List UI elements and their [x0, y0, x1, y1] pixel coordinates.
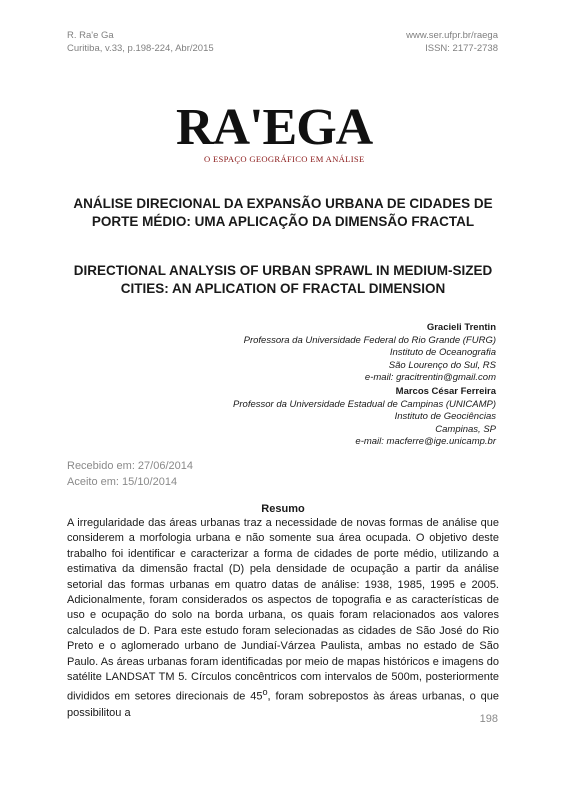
- submission-dates: [67, 458, 193, 490]
- author-location: Campinas, SP: [435, 423, 496, 435]
- article-title-portuguese: ANÁLISE DIRECIONAL DA EXPANSÃO URBANA DE CIDADES DE PORTE MÉDIO: UMA APLICAÇÃO DA DIMENSÃO FRACTAL: [73, 196, 493, 229]
- author-affiliation: Professora da Universidade Federal do Rio Grande (FURG): [243, 334, 496, 346]
- author-block: [244, 322, 496, 385]
- author-institute: Instituto de Geociências: [394, 411, 496, 422]
- abstract-body: [67, 516, 499, 721]
- author-block: [233, 386, 496, 449]
- logo-wordmark: RA'EGA: [176, 99, 373, 156]
- journal-url: www.ser.ufpr.br/raega: [406, 30, 498, 41]
- accepted-date: Aceito em: 15/10/2014: [67, 476, 178, 488]
- author-email: e-mail: macferre@ige.unicamp.br: [355, 436, 496, 447]
- page-number: 198: [479, 713, 498, 725]
- journal-logo: [170, 100, 400, 170]
- author-affiliation: Professor da Universidade Estadual de Campinas (UNICAMP): [233, 398, 496, 410]
- logo-tagline: O ESPAÇO GEOGRÁFICO EM ANÁLISE: [204, 154, 365, 164]
- abstract-text-end: , foram sobrepostos às áreas urbanas, o que possibilitou a: [67, 691, 499, 719]
- author-name: Marcos César Ferreira: [395, 386, 496, 397]
- running-header-left: [67, 30, 214, 55]
- journal-issn: ISSN: 2177-2738: [425, 42, 498, 54]
- author-name: Gracieli Trentin: [426, 322, 496, 333]
- degree-superscript: o: [262, 687, 268, 698]
- article-title-english: DIRECTIONAL ANALYSIS OF URBAN SPRAWL IN MEDIUM-SIZED CITIES: AN APLICATION OF FRACTAL DIMENSION: [73, 263, 493, 296]
- author-email: e-mail: gracitrentin@gmail.com: [364, 372, 496, 383]
- abstract-heading: Resumo: [261, 503, 305, 515]
- author-institute: Instituto de Oceanografia: [389, 347, 496, 358]
- journal-citation: Curitiba, v.33, p.198-224, Abr/2015: [67, 42, 214, 54]
- abstract-text: A irregularidade das áreas urbanas traz a necessidade de novas formas de análise que considerem a morfologia urbana e não somente sua área ocupada. O objetivo deste trabalho foi identificar e caracterizar a forma de cidades de porte médio, utilizando a estimativa da dimensão fractal (D) pela densidade de ocupação a partir da análise setorial das formas urbanas em quatro datas de análise: 1938, 1985, 1995 e 2005. Adicionalmente, foram considerados os aspectos de topografia e as características de uso e ocupação do solo na borda urbana, os quais foram relacionados aos valores calculados de D. Para este estudo foram selecionadas as cidades de São José do Rio Preto e o aglomerado urbano de Jundiaí-Várzea Paulista, ambas no estado de São Paulo. As áreas urbanas foram identificadas por meio de mapas históricos e imagens do satélite LANDSAT TM 5. Círculos concêntricos com intervalos de 500m, posteriormente divididos em setores direcionais de 45: [67, 517, 499, 704]
- author-location: São Lourenço do Sul, RS: [388, 359, 496, 371]
- journal-name: R. Ra'e Ga: [67, 30, 114, 41]
- received-date: Recebido em: 27/06/2014: [67, 460, 193, 472]
- running-header-right: [406, 30, 498, 55]
